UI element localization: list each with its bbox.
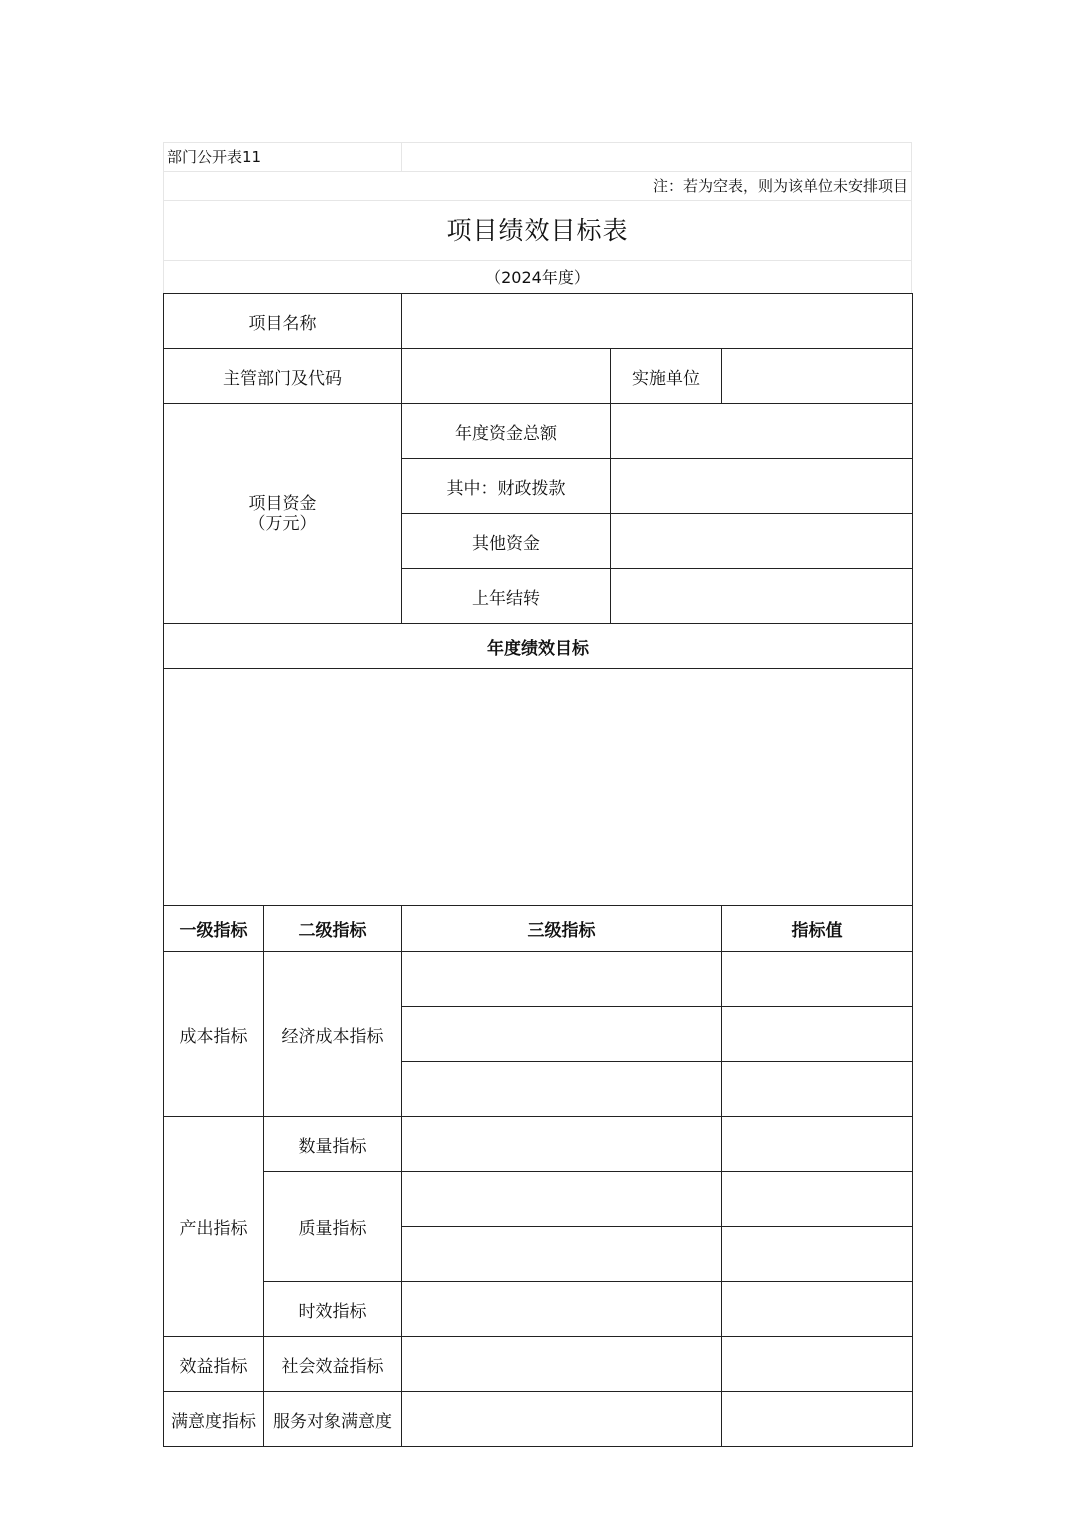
indicator-header-row [164,906,913,952]
col-header-level1: 一级指标 [164,906,264,952]
level2-quality: 质量指标 [264,1172,402,1282]
value-field[interactable] [722,1392,913,1447]
impl-unit-label: 实施单位 [611,349,722,404]
impl-unit-field[interactable] [722,349,913,404]
level3-field[interactable] [402,1062,722,1117]
table-number: 部门公开表11 [164,143,402,172]
level3-field[interactable] [402,1282,722,1337]
level1-satisfaction: 满意度指标 [164,1392,264,1447]
value-field[interactable] [722,1117,913,1172]
level2-social-benefit: 社会效益指标 [264,1337,402,1392]
level3-field[interactable] [402,1007,722,1062]
annual-goal-header: 年度绩效目标 [164,624,913,669]
level2-quantity: 数量指标 [264,1117,402,1172]
project-funds-label-line1: 项目资金 [248,493,317,514]
col-header-level2: 二级指标 [264,906,402,952]
table-row [164,1337,913,1392]
table-row [164,404,913,459]
annual-goal-field[interactable] [164,669,913,906]
level1-benefit: 效益指标 [164,1337,264,1392]
year-label: （2024年度） [163,260,912,293]
table-row [164,624,913,669]
project-name-field[interactable] [402,294,913,349]
project-funds-label-line2: （万元） [248,513,317,534]
funds-total-field[interactable] [611,404,913,459]
level3-field[interactable] [402,1337,722,1392]
level3-field[interactable] [402,1117,722,1172]
col-header-value: 指标值 [722,906,913,952]
table-row [164,1117,913,1172]
page-title: 项目绩效目标表 [163,200,912,260]
level1-cost: 成本指标 [164,952,264,1117]
dept-code-field[interactable] [402,349,611,404]
funds-fiscal-label: 其中：财政拨款 [402,459,611,514]
value-field[interactable] [722,1172,913,1227]
table-row [164,1392,913,1447]
value-field[interactable] [722,1282,913,1337]
funds-other-label: 其他资金 [402,514,611,569]
performance-goal-table [163,293,913,1447]
dept-code-label: 主管部门及代码 [164,349,402,404]
level2-economic-cost: 经济成本指标 [264,952,402,1117]
col-header-level3: 三级指标 [402,906,722,952]
value-field[interactable] [722,1337,913,1392]
level3-field[interactable] [402,1227,722,1282]
table-row [164,349,913,404]
table-row [164,1172,913,1227]
funds-carryover-label: 上年结转 [402,569,611,624]
table-row [164,1282,913,1337]
table-row [164,294,913,349]
value-field[interactable] [722,952,913,1007]
value-field[interactable] [722,1062,913,1117]
funds-fiscal-field[interactable] [611,459,913,514]
value-field[interactable] [722,1227,913,1282]
level2-service-satisfaction: 服务对象满意度 [264,1392,402,1447]
funds-other-field[interactable] [611,514,913,569]
funds-carryover-field[interactable] [611,569,913,624]
table-row [164,669,913,906]
table-row [164,952,913,1007]
level3-field[interactable] [402,1392,722,1447]
project-funds-label [164,404,402,624]
project-name-label: 项目名称 [164,294,402,349]
value-field[interactable] [722,1007,913,1062]
level1-output: 产出指标 [164,1117,264,1337]
level2-timeliness: 时效指标 [264,1282,402,1337]
level3-field[interactable] [402,952,722,1007]
level3-field[interactable] [402,1172,722,1227]
funds-total-label: 年度资金总额 [402,404,611,459]
table-number-row [163,142,912,171]
note-text: 注：若为空表，则为该单位未安排项目 [163,171,912,200]
